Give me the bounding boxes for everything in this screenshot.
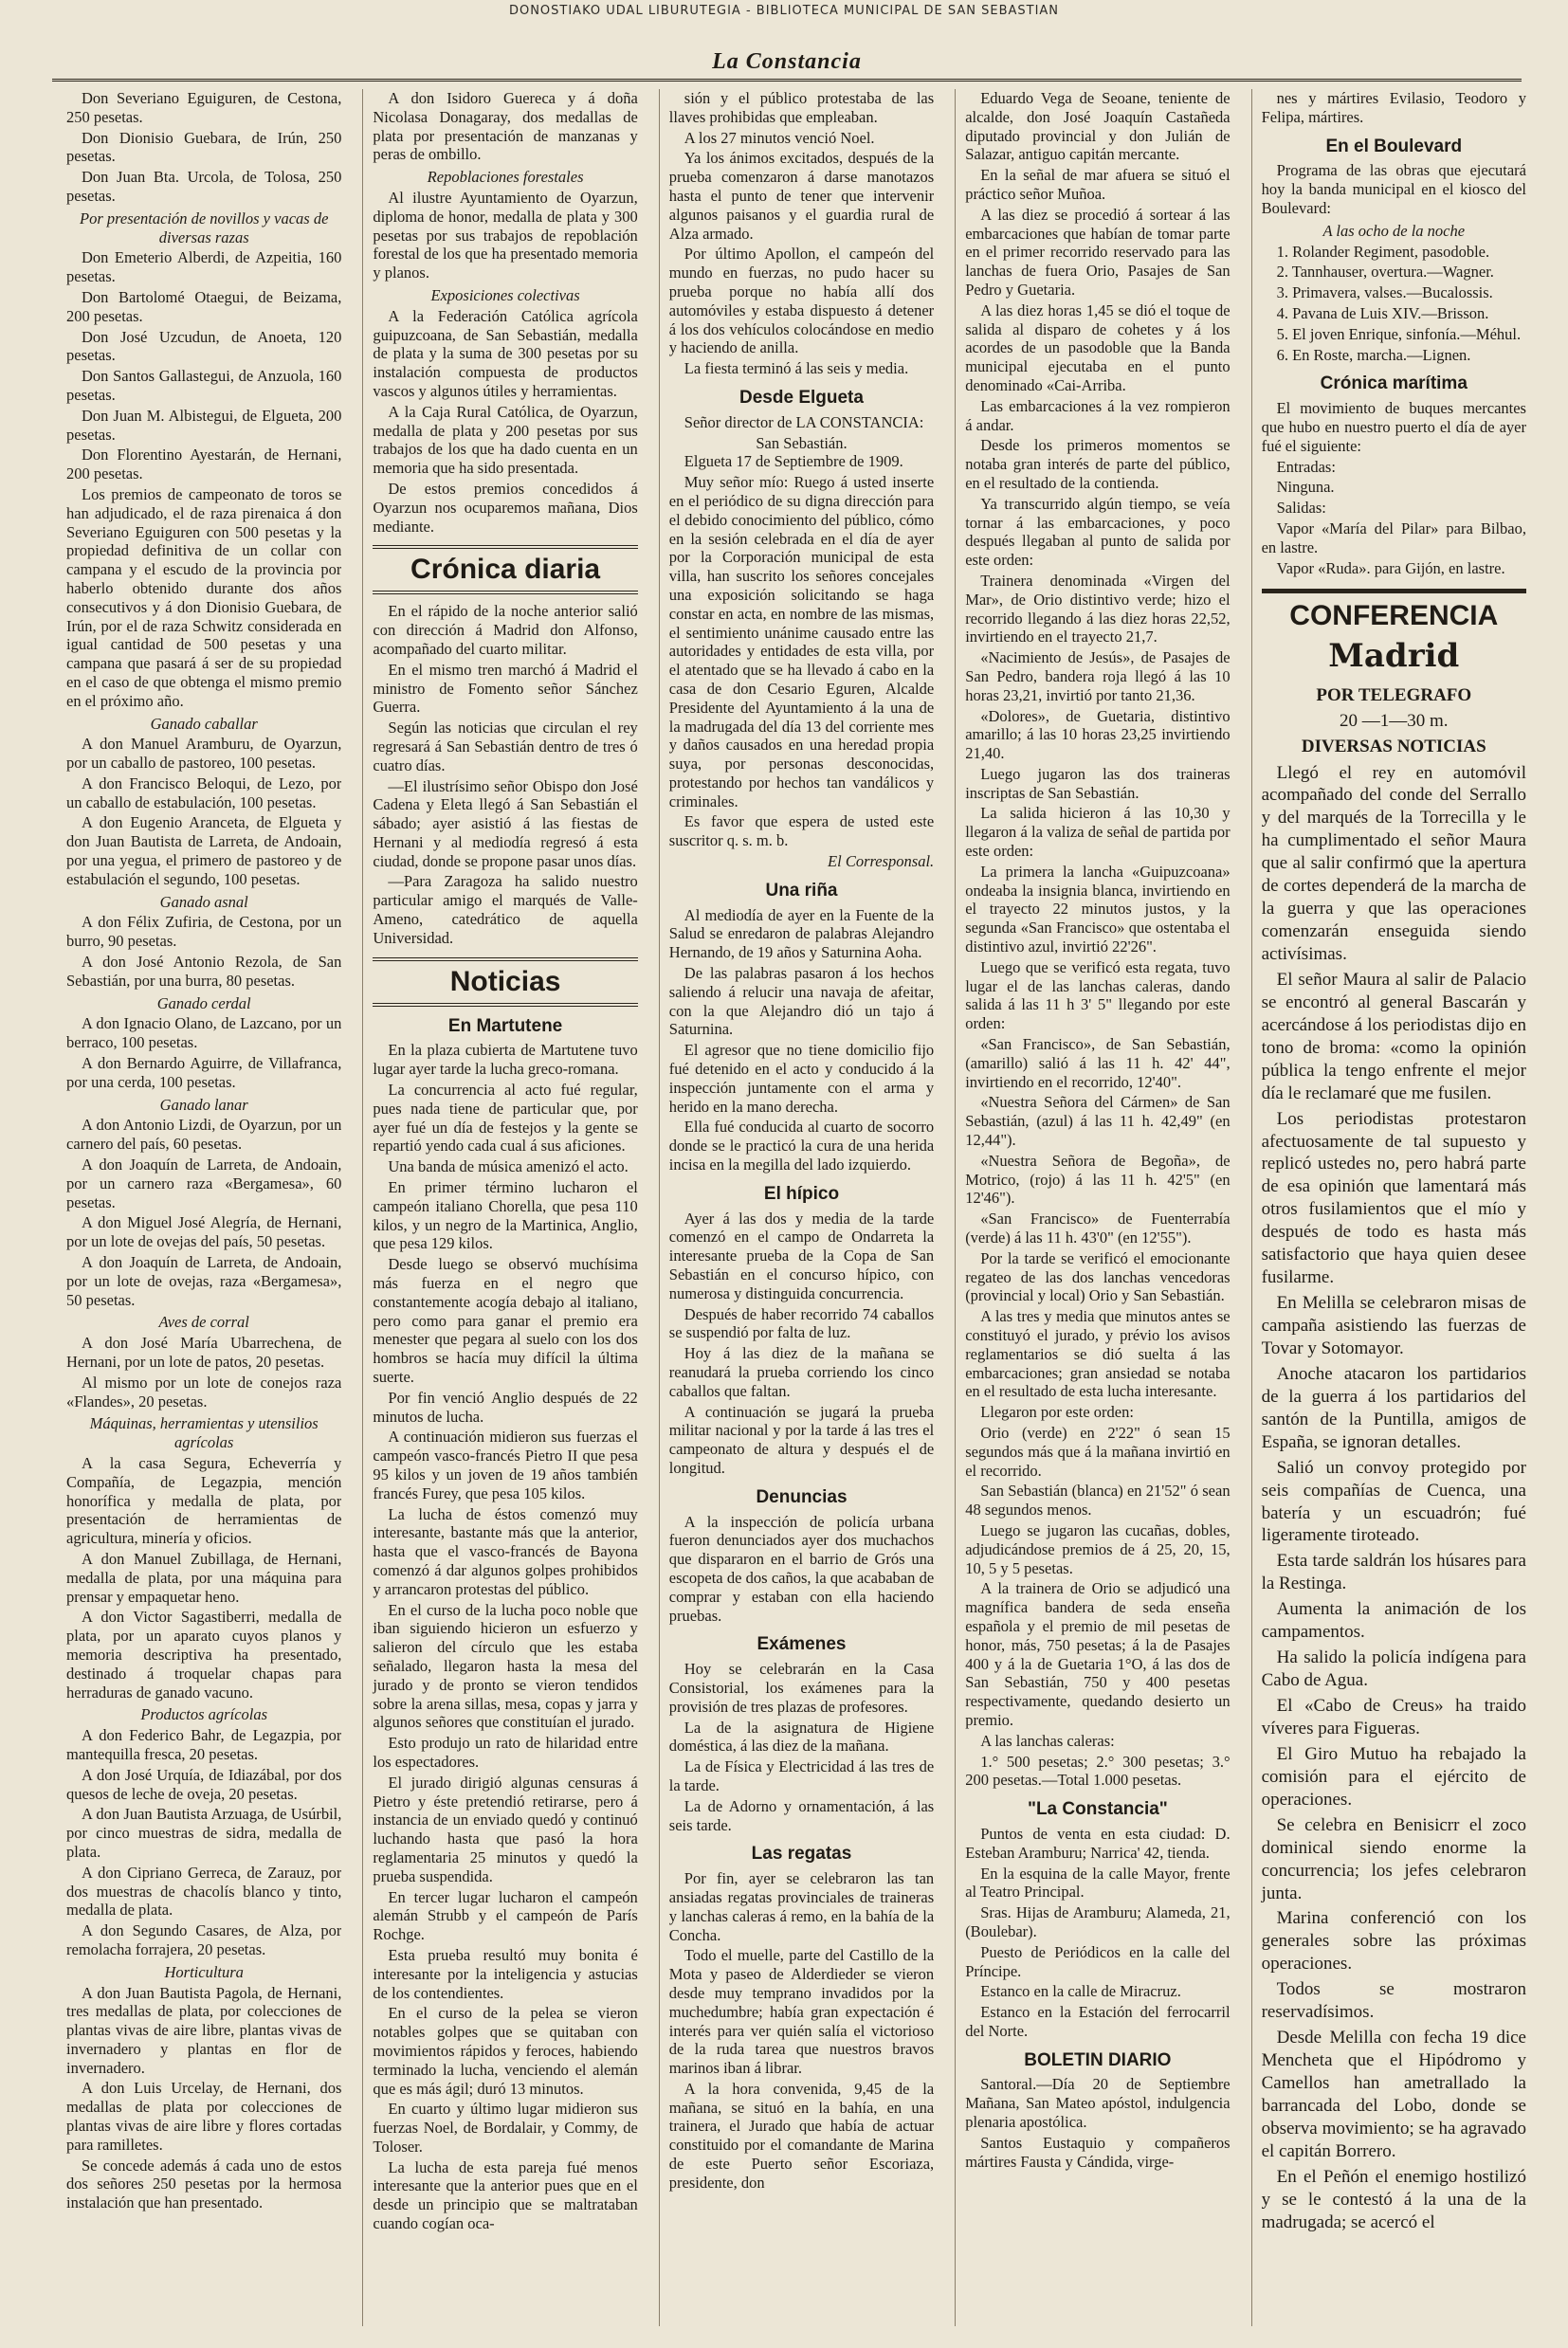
paragraph: A la casa Segura, Echeverría y Compañía, de Legazpia, mención honorífica y medalla de plata, por presentación de herramientas de agricultura, minería y oficios. <box>66 1453 342 1548</box>
paragraph: Se concede además á cada uno de estos dos señores 250 pesetas por la hermosa instalación que han presentado. <box>66 2156 342 2212</box>
section-heading: BOLETIN DIARIO <box>1024 2049 1172 2070</box>
section-banner: Noticias <box>373 957 637 1007</box>
por-telegrafo-heading: POR TELEGRAFO <box>1316 685 1472 706</box>
paragraph: A don Bernardo Aguirre, de Villafranca, por una cerda, 100 pesetas. <box>66 1054 342 1091</box>
subheading: Horticultura <box>164 1962 244 1981</box>
conferencia-heading: CONFERENCIA <box>1262 589 1526 633</box>
paragraph: Don Juan Bta. Urcola, de Tolosa, 250 pesetas. <box>66 168 342 205</box>
paragraph: Después de haber recorrido 74 caballos se suspendió por falta de luz. <box>668 1304 935 1342</box>
paragraph: Salidas: <box>1276 499 1326 518</box>
paragraph: 4. Pavana de Luis XIV.—Brisson. <box>1276 303 1489 322</box>
paragraph: La lucha de esta pareja fué menos interesante que la anterior pues que en el desde un principio que se maltrataban cuando cogían oca- <box>373 2157 638 2233</box>
paragraph: En el curso de la pelea se vieron notables golpes que se quitaban con movimientos rápidos y feroces, habiendo terminado la lucha, venciendo el alemán que es más ágil; duró 13 minutos. <box>373 2004 638 2098</box>
paragraph: Don Bartolomé Otaegui, de Beizama, 200 pesetas. <box>66 287 342 325</box>
paragraph: Eduardo Vega de Seoane, teniente de alcalde, don José Joaquín Castañeda diputado provincial y don Julián de Salazar, antiguo capitán mercante. <box>965 89 1231 164</box>
paragraph: Sras. Hijas de Aramburu; Alameda, 21, (Boulebar). <box>965 1903 1231 1940</box>
paragraph: Los premios de campeonato de toros se han adjudicado, el de raza pirenaica á don Severiano Eguiguren con 500 pesetas y la propiedad definitiva de un collar con campana y el escudo de la provincia por haberlo obtenido durante dos años consecutivos y á don Dionisio Guebara, de Irún, por el de raza Schwitz considerada en igual cantidad de 500 pesetas y una campana que pasará á ser de su propiedad en el caso de que obtenga el mismo premio en el próximo año. <box>66 484 342 710</box>
paragraph: 1. Rolander Regiment, pasodoble. <box>1276 242 1490 261</box>
paragraph: «San Francisco» de Fuenterrabía (verde) á las 11 h. 43'0" (en 12'55"). <box>965 1210 1231 1247</box>
paragraph: Anoche atacaron los partidarios de la guerra á los partidarios del santón de la Puntilla, amigos de España, se ignoran detalles. <box>1261 1363 1526 1452</box>
paragraph: A las lanchas caleras: <box>980 1731 1115 1750</box>
paragraph: A don José María Ubarrechena, de Hernani, por un lote de patos, 20 pesetas. <box>66 1334 342 1371</box>
subheading: Ganado cerdal <box>156 993 251 1012</box>
paragraph: Don José Uzcudun, de Anoeta, 120 pesetas. <box>66 327 342 365</box>
paragraph: Por la tarde se verificó el emocionante regateo de las dos lanchas vencedoras (provincial y local) Orio y San Sebastián. <box>965 1248 1231 1305</box>
paragraph: 2. Tannhauser, overtura.—Wagner. <box>1276 263 1494 282</box>
subheading: Ganado lanar <box>159 1095 248 1114</box>
paragraph: —El ilustrísimo señor Obispo don José Cadena y Eleta llegó á San Sebastián el sábado; ayer asistió á las fiestas de Hernani y al mediodía regresó á esta ciudad, donde se propone pasar unos días. <box>373 776 638 870</box>
paragraph: Trainera denominada «Virgen del Mar», de Orio distintivo verde; hizo el recorrido llegando á las diez horas 22,52, invirtiendo en el trayecto 21,7. <box>965 571 1231 646</box>
newspaper-columns <box>66 89 1526 2326</box>
paragraph: Santos Eustaquio y compañeros mártires Fausta y Cándida, virge- <box>965 2133 1231 2171</box>
section-heading: Exámenes <box>757 1634 847 1655</box>
paragraph: A continuación midieron sus fuerzas el campeón vasco-francés Pietro II que pesa 95 kilos y un joven de 19 años también francés Furey, que pesa 105 kilos. <box>373 1428 638 1502</box>
paragraph: Salió un convoy protegido por seis compañías de Cuenca, una batería y un escuadrón; fué ligeramente tiroteado. <box>1261 1457 1526 1546</box>
paragraph: Señor director de LA CONSTANCIA: <box>684 412 924 431</box>
subheading: Repoblaciones forestales <box>427 168 584 187</box>
paragraph: Por fin, ayer se celebraron las tan ansiadas regatas provinciales de traineras y lanchas caleras á remo, en la bahía de la Concha. <box>668 1869 935 1944</box>
paragraph: A la inspección de policía urbana fueron denunciados ayer dos muchachos que dispararon en el barrio de Grós una escopeta de dos caños, la que acababan de comprar y estaban con ella haciendo pruebas. <box>668 1512 935 1625</box>
column-4 <box>955 89 1230 2326</box>
paragraph: A don Federico Bahr, de Legazpia, por mantequilla fresca, 20 pesetas. <box>66 1726 342 1763</box>
paragraph: El movimiento de buques mercantes que hubo en nuestro puerto el día de ayer fué el siguiente: <box>1261 399 1526 455</box>
paragraph: Esto produjo un rato de hilaridad entre los espectadores. <box>373 1734 638 1771</box>
paragraph: Ayer á las dos y media de la tarde comenzó en el campo de Ondarreta la interesante prueba de la Copa de San Sebastián en el concurso hípico, con numerosa y distinguida concurrencia. <box>668 1209 935 1302</box>
subheading: Ganado asnal <box>159 892 248 911</box>
subheading: Ganado caballar <box>150 714 258 733</box>
paragraph: Puntos de venta en esta ciudad: D. Esteban Aramburu; Narrica' 42, tienda. <box>965 1824 1231 1862</box>
paragraph: A don Joaquín de Larreta, de Andoain, por un lote de ovejas, raza «Bergamesa», 50 pesetas. <box>66 1253 342 1309</box>
paragraph: Según las noticias que circulan el rey regresará á San Sebastián dentro de tres ó cuatro días. <box>373 719 638 774</box>
paragraph: A don Eugenio Aranceta, de Elgueta y don Juan Bautista de Larreta, de Andoain, por una yegua, el primero de pastoreo y de estabulación el segundo, 100 pesetas. <box>66 813 342 888</box>
paragraph: Estanco en la Estación del ferrocarril del Norte. <box>965 2003 1231 2040</box>
subheading: Exposiciones colectivas <box>430 285 580 304</box>
paragraph: A don José Antonio Rezola, de San Sebastián, por una burra, 80 pesetas. <box>66 953 342 990</box>
section-heading: En Martutene <box>447 1015 563 1036</box>
paragraph: A los 27 minutos venció Noel. <box>684 128 875 147</box>
paragraph: En el Peñón el enemigo hostilizó y se le contestó á la una de la madrugada; se acercó el <box>1261 2166 1526 2232</box>
section-heading: El hípico <box>763 1183 840 1204</box>
paragraph: El Giro Mutuo ha rebajado la comisión para el ejército de operaciones. <box>1261 1743 1526 1810</box>
paragraph: 3. Primavera, valses.—Bucalossis. <box>1276 283 1493 302</box>
paragraph: A don Francisco Beloqui, de Lezo, por un caballo de estabulación, 100 pesetas. <box>66 774 342 811</box>
paragraph: 6. En Roste, marcha.—Lignen. <box>1276 345 1471 364</box>
paragraph: Ninguna. <box>1276 478 1335 497</box>
paragraph: Esta prueba resultó muy bonita é interesante por la inteligencia y astucias de los contendientes. <box>373 1945 638 2002</box>
paragraph: La concurrencia al acto fué regular, pues nada tiene de particular que, por ayer fué un día de festejos y la gente se repartió yendo cada cual á sus aficiones. <box>373 1081 638 1156</box>
paragraph: La de la asignatura de Higiene doméstica, á las diez de la mañana. <box>668 1718 935 1756</box>
paragraph: Llegaron por este orden: <box>980 1403 1134 1422</box>
paragraph: Hoy se celebrarán en la Casa Consistorial, los exámenes para la provisión de tres plazas de profesores. <box>668 1660 935 1716</box>
paragraph: La de Física y Electricidad á las tres de la tarde. <box>668 1757 935 1794</box>
paragraph: Entradas: <box>1276 457 1336 476</box>
paragraph: A don Cipriano Gerreca, de Zarauz, por dos muestras de chacolís blanco y tinto, medalla de plata. <box>66 1863 342 1920</box>
paragraph: Ya transcurrido algún tiempo, se veía tornar á las embarcaciones, y poco después llegaban al punto de salida por este orden: <box>965 494 1231 570</box>
paragraph: Por último Apollon, el campeón del mundo en fuerzas, no pudo hacer su prueba porque no había allí dos automóviles y estaba dispuesto á detener á los dos vehículos colocándose en medio y haciendo de anilla. <box>668 245 935 357</box>
paragraph: «Nuestra Señora del Cármen» de San Sebastián, (azul) á las 11 h. 42,49" (en 12,44"). <box>965 1093 1231 1150</box>
paragraph: Marina conferenció con los generales sobre las próximas operaciones. <box>1261 1908 1526 1975</box>
masthead-title: La Constancia <box>712 49 862 74</box>
masthead <box>52 49 1522 82</box>
paragraph: En tercer lugar lucharon el campeón alemán Strubb y el campeón de París Rochge. <box>373 1887 638 1944</box>
section-heading: "La Constancia" <box>1027 1799 1168 1820</box>
paragraph: La fiesta terminó á las seis y media. <box>684 359 909 378</box>
centered-line: San Sebastián. <box>756 433 848 452</box>
paragraph: La de Adorno y ornamentación, á las seis tarde. <box>668 1796 935 1834</box>
paragraph: En la plaza cubierta de Martutene tuvo lugar ayer tarde la lucha greco-romana. <box>373 1041 638 1079</box>
paragraph: Don Juan M. Albistegui, de Elgueta, 200 pesetas. <box>66 406 342 444</box>
paragraph: Ella fué conducida al cuarto de socorro donde se le practicó la cura de una herida incisa en la megilla del lado izquierdo. <box>668 1118 935 1174</box>
subheading: Productos agrícolas <box>140 1705 268 1724</box>
subheading: Por presentación de novillos y vacas de diversas razas <box>79 209 329 246</box>
paragraph: Aumenta la animación de los campamentos. <box>1261 1599 1526 1643</box>
paragraph: Vapor «Ruda». para Gijón, en lastre. <box>1276 558 1505 577</box>
paragraph: A las tres y media que minutos antes se constituyó el jurado, y prévio los avisos reglamentarios se dió suelta á las embarcaciones; gran ansiedad se notaba en el resultado de esta lucha interesante. <box>965 1307 1231 1401</box>
paragraph: Ha salido la policía indígena para Cabo de Agua. <box>1261 1647 1526 1691</box>
paragraph: Santoral.—Día 20 de Septiembre Mañana, San Mateo apóstol, indulgencia plenaria apostólica. <box>965 2075 1231 2132</box>
paragraph: Desde los primeros momentos se notaba gran interés de parte del público, en el resultado de la contienda. <box>965 436 1231 492</box>
paragraph: Luego se jugaron las cucañas, dobles, adjudicándose premios de á 25, 20, 15, 10, 5 y 5 pesetas. <box>965 1520 1231 1577</box>
paragraph: Las embarcaciones á la vez rompieron á andar. <box>965 396 1231 434</box>
paragraph: Al mediodía de ayer en la Fuente de la Salud se enredaron de palabras Alejandro Hernando, de 19 años y Saturnina Aoha. <box>668 905 935 962</box>
paragraph: En el mismo tren marchó á Madrid el ministro de Fomento señor Sánchez Guerra. <box>373 660 638 717</box>
paragraph: Luego que se verificó esta regata, tuvo lugar el de las lanchas caleras, dando salida á las 11 h 3' 5" llegando por este orden: <box>965 957 1231 1033</box>
paragraph: Todo el muelle, parte del Castillo de la Mota y paseo de Alderdieder se vieron desde muy temprano invadidos por la muchedumbre; había gran expectación é interés para ver quién salía el victorioso de la ruda tarea que nuestros bravos marinos iban á librar. <box>668 1946 935 2078</box>
paragraph: Los periodistas protestaron afectuosamente de tal supuesto y replicó ustedes no, pero habrá parte de esa opinión que lamentará más otros fusilamientos que el mío y después de todo es hasta más satisfactorio que haya quien desee fusilarme. <box>1261 1108 1526 1288</box>
subheading: Máquinas, herramientas y utensilios agrícolas <box>89 1414 319 1452</box>
paragraph: A la Caja Rural Católica, de Oyarzun, medalla de plata y 200 pesetas por sus trabajos de los que ha dado cuenta en un memoria que ha sido presentada. <box>373 402 638 478</box>
paragraph: Al mismo por un lote de conejos raza «Flandes», 20 pesetas. <box>66 1373 342 1411</box>
paragraph: De estos premios concedidos á Oyarzun nos ocuparemos mañana, Dios mediante. <box>373 479 638 536</box>
paragraph: A don Juan Bautista Arzuaga, de Usúrbil, por cinco muestras de sidra, medalla de plata. <box>66 1805 342 1861</box>
paragraph: nes y mártires Evilasio, Teodoro y Felipa, mártires. <box>1261 89 1526 126</box>
column-3 <box>659 89 934 2326</box>
paragraph: En el rápido de la noche anterior salió con dirección á Madrid don Alfonso, acompañado del cuarto militar. <box>373 602 638 658</box>
paragraph: Todos se mostraron reservadísimos. <box>1261 1979 1526 2023</box>
paragraph: Luego jugaron las dos traineras inscriptas de San Sebastián. <box>965 764 1231 802</box>
paragraph: 5. El joven Enrique, sinfonía.—Méhul. <box>1276 324 1522 343</box>
madrid-heading: Madrid <box>1328 637 1460 676</box>
paragraph: «Nuestra Señora de Begoña», de Motrico, (rojo) á las 11 h. 42'5" (en 12'46"). <box>965 1151 1231 1208</box>
column-5-top <box>1262 89 1526 577</box>
paragraph: San Sebastián (blanca) en 21'52" ó sean 48 segundos menos. <box>965 1482 1231 1520</box>
paragraph: En la señal de mar afuera se situó el práctico señor Muñoa. <box>965 166 1231 203</box>
paragraph: —Para Zaragoza ha salido nuestro particular amigo el marqués de Valle-Ameno, catedrático de aquella Universidad. <box>373 872 638 947</box>
telegram-dateline: 20 —1—30 m. <box>1340 710 1449 731</box>
paragraph: Don Dionisio Guebara, de Irún, 250 pesetas. <box>66 128 342 166</box>
paragraph: La lucha de éstos comenzó muy interesante, bastante más que la anterior, hasta que el vasco-francés de Bayona comenzó á dar algunos golpes prohibidos y arrancaron protestas del público. <box>373 1504 638 1598</box>
paragraph: El señor Maura al salir de Palacio se encontró al general Bascarán y acercándose á los periodistas dijo en tono de broma: «como la opinión pública la tengo enfrente el mejor día le reclamaré que me fusilen. <box>1261 969 1526 1103</box>
paragraph: Estanco en la calle de Miracruz. <box>980 1982 1181 2001</box>
paragraph: A don Segundo Casares, de Alza, por remolacha forrajera, 20 pesetas. <box>66 1921 342 1958</box>
paragraph: Es favor que espera de usted este suscritor q. s. m. b. <box>668 812 935 850</box>
paragraph: En el curso de la lucha poco noble que iban siguiendo hicieron un esfuerzo y salieron del círculo que les estaba señalado, llegaron hasta la mesa del jurado y de pronto se vieron tendidos sobre la arena sillas, mesa, copas y jarra y algunos señores que constituían el jurado. <box>373 1600 638 1732</box>
paragraph: A la trainera de Orio se adjudicó una magnífica bandera de seda enseña española y el premio de mil pesetas de honor, más, 750 pesetas; á la de Pasajes 400 y á la de Guetaria 1°O, á las dos de San Sebastián, 750 y 400 pesetas respectivamente, quedando desierto un premio. <box>965 1579 1231 1729</box>
subheading: A las ocho de la noche <box>1322 221 1466 240</box>
paragraph: En Melilla se celebraron misas de campaña asistiendo las fuerzas de Tovar y Sotomayor. <box>1261 1293 1526 1358</box>
diversas-noticias-heading: DIVERSAS NOTICIAS <box>1301 736 1486 756</box>
paragraph: «Dolores», de Guetaria, distintivo amarillo; á las 10 horas 23,25 invirtiendo 21,40. <box>965 706 1231 763</box>
paragraph: Programa de las obras que ejecutará hoy la banda municipal en el kiosco del Boulevard: <box>1261 161 1526 217</box>
paragraph: A la hora convenida, 9,45 de la mañana, se situó en la bahía, en una trainera, el Jurado que había de actuar constituido por el comandante de Marina de este Puerto señor Escoriaza, presidente, don <box>668 2079 935 2192</box>
paragraph: A don Ignacio Olano, de Lazcano, por un berraco, 100 pesetas. <box>66 1014 342 1052</box>
paragraph: La primera la lancha «Guipuzcoana» ondeaba la insignia blanca, invirtiendo en el trayecto 22 minutos justos, y la segunda «San Francisco» que ostentaba el distintivo azul, invirtió 22'26". <box>965 862 1231 956</box>
paragraph: En cuarto y último lugar midieron sus fuerzas Noel, de Bordalair, y Commy, de Toloser. <box>373 2100 638 2156</box>
paragraph: A don Joaquín de Larreta, de Andoain, por un carnero raza «Bergamesa», 60 pesetas. <box>66 1156 342 1211</box>
paragraph: A don Miguel José Alegría, de Hernani, por un lote de ovejas del país, 50 pesetas. <box>66 1213 342 1251</box>
paragraph: Desde Melilla con fecha 19 dice Mencheta que el Hipódromo y Camellos han ametrallado la barrancada del Lobo, donde se observa movimiento; se ha agravado el capitán Borrero. <box>1261 2028 1526 2161</box>
section-heading: En el Boulevard <box>1325 136 1463 156</box>
paragraph: Por fin venció Anglio después de 22 minutos de lucha. <box>373 1388 638 1426</box>
section-heading: Una riña <box>765 880 838 901</box>
paragraph: A don Victor Sagastiberri, medalla de plata, por un aparato cuyos planos y memoria descriptiva ha presentado, destinado á troquelar chapas para herraduras de ganado vacuno. <box>66 1608 342 1702</box>
paragraph: El agresor que no tiene domicilio fijo fué detenido en el acto y conducido á la inspección juntamente con el arma y herido en la mano derecha. <box>668 1041 935 1116</box>
paragraph: A las diez se procedió á sortear á las embarcaciones que habían de tomar parte en el primer recorrido reservado para las lanchas de fuera Orio, Pasajes de San Pedro y Guetaria. <box>965 205 1231 299</box>
paragraph: Don Severiano Eguiguren, de Cestona, 250 pesetas. <box>66 89 342 126</box>
paragraph: Don Florentino Ayestarán, de Hernani, 200 pesetas. <box>66 446 342 483</box>
paragraph: Ya los ánimos excitados, después de la prueba comenzaron á darse manotazos hasta el punto de tener que intervenir algunos paisanos y el guardia rural de Alza armado. <box>668 149 935 243</box>
column-5-news <box>1262 762 1526 2234</box>
paragraph: Orio (verde) en 2'22" ó sean 15 segundos más que á la mañana invirtió en el recorrido. <box>965 1423 1231 1480</box>
paragraph: La salida hicieron á las 10,30 y llegaron á la valiza de señal de partida por este orden: <box>965 804 1231 861</box>
paragraph: A don Félix Zufiria, de Cestona, por un burro, 90 pesetas. <box>66 913 342 951</box>
section-heading: Las regatas <box>751 1844 852 1865</box>
paragraph: A don Luis Urcelay, de Hernani, dos medallas de plata por colecciones de plantas vivas de aire libre y flores cortadas para ramilletes. <box>66 2079 342 2154</box>
paragraph: Esta tarde saldrán los húsares para la Restinga. <box>1261 1551 1526 1594</box>
paragraph: sión y el público protestaba de las llaves prohibidas que empleaban. <box>668 89 935 126</box>
paragraph: Vapor «María del Pilar» para Bilbao, en lastre. <box>1261 519 1526 556</box>
paragraph: A don Juan Bautista Pagola, de Hernani, tres medallas de plata, por colecciones de plantas vivas de aire libre, plantas vivas de invernadero y plantas en flor de invernadero. <box>66 1983 342 2077</box>
paragraph: En primer término lucharon el campeón italiano Chorella, que pesa 110 kilos, y un negro de la Martinica, Anglio, que pesa 129 kilos. <box>373 1178 638 1253</box>
paragraph: Desde luego se observó muchísima más fuerza en el negro que constantemente acogía debajo al italiano, pero como para ganar el premio era menester que pegara al suelo con los dos hombros se hacía muy difícil la última suerte. <box>373 1255 638 1387</box>
paragraph: Puesto de Periódicos en la calle del Príncipe. <box>965 1942 1231 1980</box>
paragraph: A don Manuel Zubillaga, de Hernani, medalla de plata, por una máquina para prensar y empaquetar heno. <box>66 1549 342 1606</box>
column-2 <box>362 89 637 2326</box>
paragraph: 1.° 500 pesetas; 2.° 300 pesetas; 3.° 200 pesetas.—Total 1.000 pesetas. <box>965 1752 1231 1790</box>
paragraph: A don Manuel Aramburu, de Oyarzun, por un caballo de pastoreo, 100 pesetas. <box>66 735 342 773</box>
paragraph: Una banda de música amenizó el acto. <box>388 1157 629 1176</box>
subheading: Aves de corral <box>158 1313 249 1332</box>
archive-header: DONOSTIAKO UDAL LIBURUTEGIA - BIBLIOTECA MUNICIPAL DE SAN SEBASTIAN <box>508 4 1060 18</box>
section-banner: Crónica diaria <box>373 545 637 594</box>
paragraph: El jurado dirigió algunas censuras á Pietro y éste pretendió retirarse, pero á instancia de un enviado quedó y continuó luchando hasta que pasó la hora reglamentaria 25 minutos y quedó la prueba suspendida. <box>373 1773 638 1885</box>
paragraph: «San Francisco», de San Sebastián, (amarillo) salió á las 11 h. 42' 44", invirtiendo en el recorrido, 12'40". <box>965 1035 1231 1091</box>
paragraph: A don Isidoro Guereca y á doña Nicolasa Donagaray, dos medallas de plata por presentación de manzanas y peras de ombillo. <box>373 89 638 164</box>
paragraph: Al ilustre Ayuntamiento de Oyarzun, diploma de honor, medalla de plata y 300 pesetas por sus trabajos de repoblación forestal de los que ha presentado memoria y planos. <box>373 188 638 282</box>
section-heading: Denuncias <box>756 1486 848 1507</box>
paragraph: Se celebra en Benisicrr el zoco dominical siendo enorme la concurrencia; los jefes celebraron junta. <box>1261 1814 1526 1903</box>
paragraph: El «Cabo de Creus» ha traido víveres para Figueras. <box>1261 1696 1526 1738</box>
paragraph: «Nacimiento de Jesús», de Pasajes de San Pedro, bandera roja llegó á las 10 horas 23,21, invirtió por tanto 21,36. <box>965 648 1231 704</box>
column-5 <box>1251 89 1526 2326</box>
section-heading: Desde Elgueta <box>739 387 864 408</box>
paragraph: A la Federación Católica agrícola guipuzcoana, de San Sebastián, medalla de plata y la suma de 300 pesetas por su instalación compuesta de productos vascos y algunos útiles y herramientas. <box>373 306 638 400</box>
paragraph: A don Antonio Lizdi, de Oyarzun, por un carnero del país, 60 pesetas. <box>66 1116 342 1154</box>
paragraph: Elgueta 17 de Septiembre de 1909. <box>684 452 903 471</box>
paragraph: A continuación se jugará la prueba militar nacional y por la tarde á las tres el campeonato de altura y después el de longitud. <box>668 1402 935 1477</box>
paragraph: Llegó el rey en automóvil acompañado del conde del Serrallo y del marqués de la Torrecilla y le ha cumplimentado el señor Maura que al salir confirmó que la apertura de cortes dependerá de la marcha de la guerra y que las operaciones comenzarán enseguida siendo activísimas. <box>1261 762 1526 965</box>
paragraph: Don Emeterio Alberdi, de Azpeitia, 160 pesetas. <box>66 248 342 286</box>
paragraph: Hoy á las diez de la mañana se reanudará la prueba corriendo los cinco caballos que faltan. <box>668 1344 935 1400</box>
paragraph: Muy señor mío: Ruego á usted inserte en el periódico de su digna dirección para el debido conocimiento del público, cómo en la sesión celebrada en el día de ayer por la Corporación municipal de esta villa, han suscrito los señores concejales una exposición solicitando se haga constar en acta, en nombre de las mismas, el sentimiento unánime causado entre las autoridades y entidades de esta villa, por el atentado que se ha llevado á cabo en la casa de don Cesario Eguren, Alcalde Presidente del Ayuntamiento á la una de la madrugada del día 13 del corriente mes y daños causados en una heredad propia suya, por personas desconocidas, protestando por hechos tan vandálicos y criminales. <box>668 473 935 810</box>
paragraph: A las diez horas 1,45 se dió el toque de salida al disparo de cohetes y á los acordes de un pasodoble que la Banda municipal ejecutaba en el punto denominado «Cai-Arriba. <box>965 300 1231 394</box>
column-1 <box>66 89 341 2326</box>
paragraph: De las palabras pasaron á los hechos saliendo á relucir una navaja de afeitar, con la que Alejandro dió un tajo á Saturnina. <box>668 964 935 1039</box>
paragraph: A don José Urquía, de Idiazábal, por dos quesos de leche de oveja, 20 pesetas. <box>66 1765 342 1803</box>
signature: El Corresponsal. <box>828 852 935 871</box>
paragraph: Don Santos Gallastegui, de Anzuola, 160 pesetas. <box>66 367 342 404</box>
paragraph: En la esquina de la calle Mayor, frente al Teatro Principal. <box>965 1864 1231 1902</box>
section-heading: Crónica marítima <box>1320 373 1468 394</box>
